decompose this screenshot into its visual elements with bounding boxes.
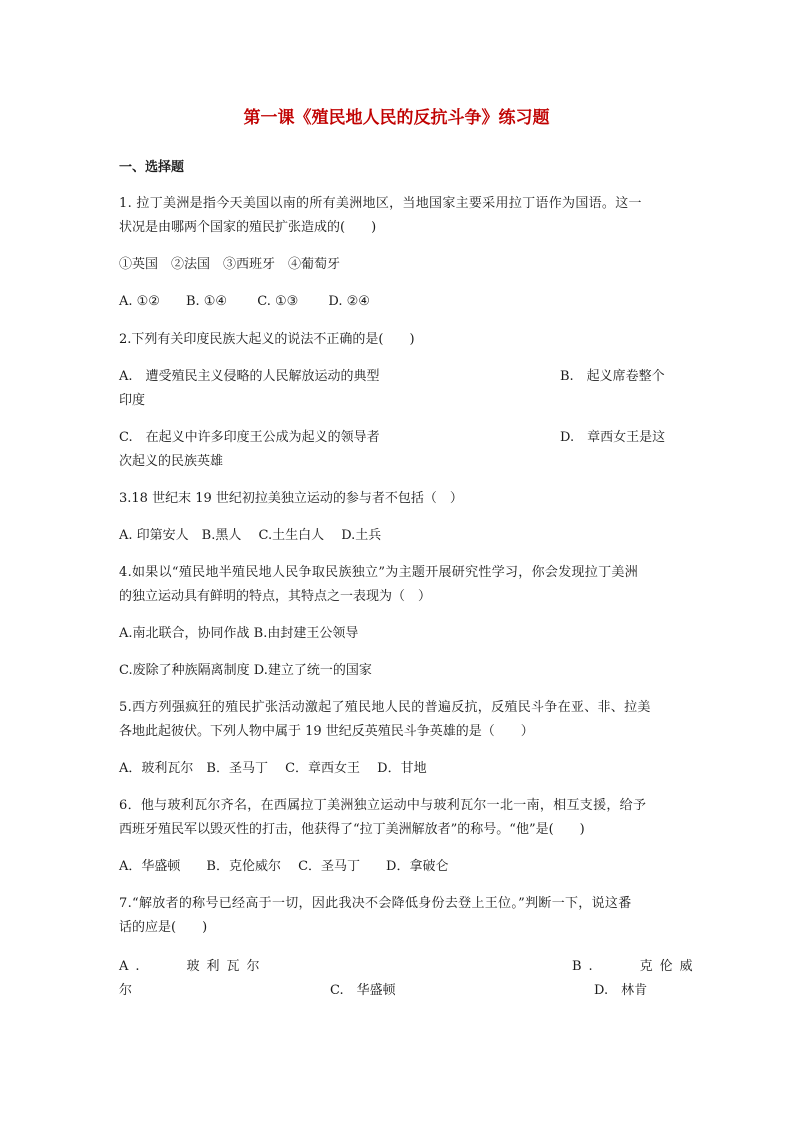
q7-option-c: C. 华盛顿	[330, 983, 396, 998]
q2-option-d: D. 章西女王是这	[560, 430, 666, 445]
q7-option-d: D. 林肯	[594, 983, 648, 998]
q7-option-b-cont: 尔	[119, 983, 133, 998]
q5-stem-line1: 5.西方列强疯狂的殖民扩张活动激起了殖民地人民的普遍反抗，反殖民斗争在亚、非、拉美	[119, 700, 651, 715]
q1-stem-line2: 状况是由哪两个国家的殖民扩张造成的( )	[119, 220, 377, 235]
q7-option-b: B. 克伦威	[572, 959, 700, 974]
q6-stem-line2: 西班牙殖民军以毁灭性的打击，他获得了“拉丁美洲解放者”的称号。“他”是( )	[119, 822, 585, 837]
q4-options-ab: A.南北联合，协同作战 B.由封建王公领导	[119, 626, 359, 641]
q2-option-d-cont: 次起义的民族英雄	[119, 454, 224, 469]
q4-options-cd: C.废除了种族隔离制度 D.建立了统一的国家	[119, 663, 372, 678]
q7-stem-line1: 7.“解放者的称号已经高于一切，因此我决不会降低身份去登上王位。”判断一下，说这番	[119, 896, 632, 911]
q4-stem-line1: 4.如果以“殖民地半殖民地人民争取民族独立”为主题开展研究性学习，你会发现拉丁美洲	[119, 565, 638, 580]
q2-option-b: B. 起义席卷整个	[560, 369, 665, 384]
section-heading: 一、选择题	[119, 160, 185, 175]
q7-stem-line2: 话的应是( )	[119, 920, 208, 935]
q3-stem: 3.18 世纪末 19 世纪初拉美独立运动的参与者不包括（ ）	[119, 491, 463, 506]
q1-stem-line1: 1. 拉丁美洲是指今天美国以南的所有美洲地区，当地国家主要采用拉丁语作为国语。这一	[119, 196, 642, 211]
q1-options: A. ①② B. ①④ C. ①③ D. ②④	[119, 294, 370, 309]
q2-stem: 2.下列有关印度民族大起义的说法不正确的是( )	[119, 332, 415, 347]
q5-stem-line2: 各地此起彼伏。下列人物中属于 19 世纪反英殖民斗争英雄的是（ ）	[119, 724, 534, 739]
q5-options: A．玻利瓦尔 B．圣马丁 C．章西女王 D．甘地	[119, 761, 427, 776]
q1-items: ①英国 ②法国 ③西班牙 ④葡萄牙	[119, 257, 341, 272]
q4-stem-line2: 的独立运动具有鲜明的特点，其特点之一表现为（ ）	[119, 589, 432, 604]
q2-option-a: A. 遭受殖民主义侵略的人民解放运动的典型	[119, 369, 380, 384]
q6-options: A．华盛顿 B．克伦威尔 C．圣马丁 D．拿破仑	[119, 859, 449, 874]
q6-stem-line1: 6．他与玻利瓦尔齐名，在西属拉丁美洲独立运动中与玻利瓦尔一北一南，相互支援，给予	[119, 798, 647, 813]
q7-option-a: A. 玻利瓦尔	[119, 959, 267, 974]
q2-option-b-cont: 印度	[119, 393, 146, 408]
q2-option-c: C. 在起义中许多印度王公成为起义的领导者	[119, 430, 380, 445]
q3-options: A. 印第安人 B.黑人 C.土生白人 D.土兵	[119, 528, 382, 543]
document-title: 第一课《殖民地人民的反抗斗争》练习题	[243, 108, 550, 128]
